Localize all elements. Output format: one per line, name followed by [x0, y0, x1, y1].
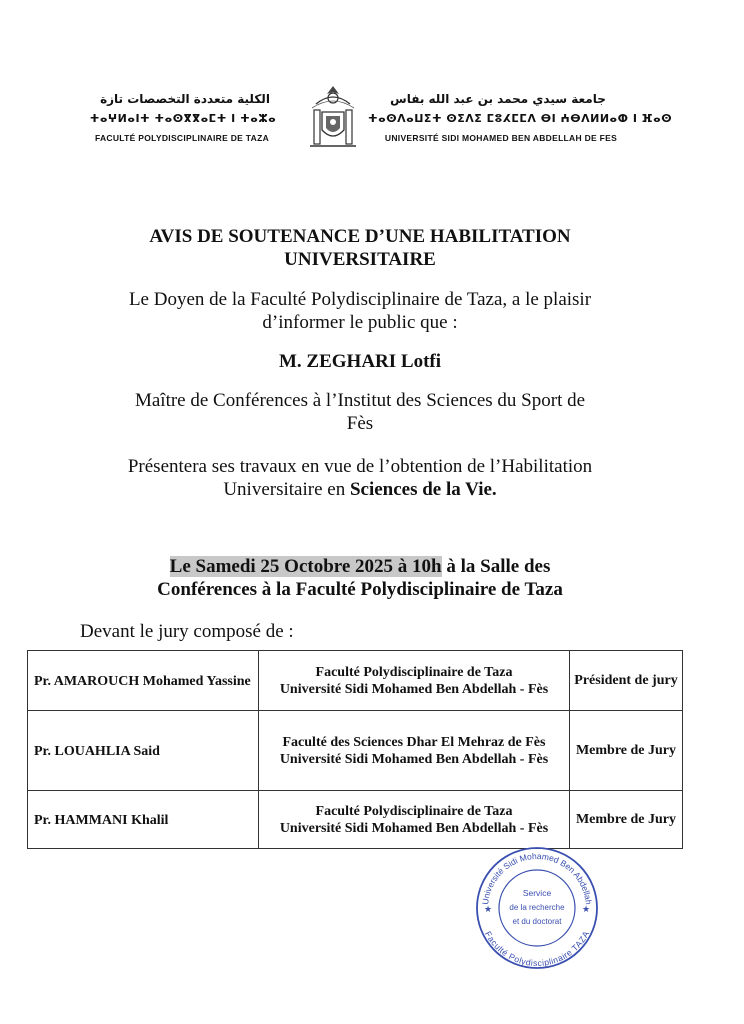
presentation-line2-prefix: Universitaire en: [223, 479, 350, 500]
star-icon: ★: [582, 904, 591, 914]
jury-member-role: Membre de Jury: [570, 711, 683, 791]
affiliation-line2: Université Sidi Mohamed Ben Abdellah - Fès: [279, 820, 549, 836]
university-french-name: UNIVERSITÉ SIDI MOHAMED BEN ABDELLAH DE FES: [384, 133, 618, 143]
jury-member-role: Président de jury: [570, 651, 683, 711]
date-rest: à la Salle des: [441, 556, 551, 577]
table-row: [28, 711, 683, 791]
jury-member-name: Pr. AMAROUCH Mohamed Yassine: [28, 651, 259, 711]
university-emblem: [306, 82, 360, 150]
jury-table: [27, 650, 683, 849]
affiliation-line1: Faculté Polydisciplinaire de Taza: [315, 803, 513, 819]
stamp-inner-line3: et du doctorat: [512, 917, 562, 926]
affiliation-line1: Faculté des Sciences Dhar El Mehraz de Fès: [282, 734, 546, 750]
candidate-position: [40, 389, 680, 435]
table-row: [28, 651, 683, 711]
presentation-paragraph: [40, 455, 680, 501]
candidate-name: M. ZEGHARI Lotfi: [278, 351, 442, 372]
jury-member-name: Pr. LOUAHLIA Said: [28, 711, 259, 791]
official-stamp: [474, 845, 600, 971]
intro-line2: d’informer le public que :: [262, 312, 458, 333]
jury-member-affiliation: [259, 651, 570, 711]
intro-line1: Le Doyen de la Faculté Polydisciplinaire de Taza, a le plaisir: [128, 289, 592, 310]
svg-text:Faculté Polydisciplinaire TAZA: [483, 929, 591, 968]
jury-member-affiliation: [259, 711, 570, 791]
presentation-line2: [40, 478, 680, 501]
star-icon: ★: [484, 904, 493, 914]
faculty-arabic-name: الكلية متعددة التخصصات تازة: [100, 92, 270, 106]
position-line2: Fès: [346, 413, 374, 434]
jury-member-role: Membre de Jury: [570, 791, 683, 849]
table-row: [28, 791, 683, 849]
stamp-outer-top: Université Sidi Mohamed Ben Abdellah: [480, 850, 594, 906]
jury-member-affiliation: [259, 791, 570, 849]
faculty-french-name: FACULTÉ POLYDISCIPLINAIRE DE TAZA: [94, 133, 270, 143]
notice-title: [40, 225, 680, 271]
faculty-tifinagh-name: ⵜⴰⵖⵍⴰⵏⵜ ⵜⴰⵙⴳⴳⴰⵎⵜ ⵏ ⵜⴰⵣⴰ: [89, 112, 277, 125]
university-tifinagh-name: ⵜⴰⵙⴷⴰⵡⵉⵜ ⵙⵉⴷⵉ ⵎⵓⵃⵎⵎⴷ ⴱⵏ ⵄⴱⴷⵍⵍⴰⵀ ⵏ ⴼⴰⵙ: [368, 112, 673, 125]
position-line1: Maître de Conférences à l’Institut des Sciences du Sport de: [134, 390, 586, 411]
jury-member-name: Pr. HAMMANI Khalil: [28, 791, 259, 849]
intro-paragraph: [40, 288, 680, 334]
date-highlight: Le Samedi 25 Octobre 2025 à 10h: [169, 556, 442, 577]
jury-intro: Devant le jury composé de :: [80, 621, 294, 642]
affiliation-line2: Université Sidi Mohamed Ben Abdellah - Fès: [279, 751, 549, 767]
affiliation-line1: Faculté Polydisciplinaire de Taza: [315, 664, 513, 680]
field-of-study: Sciences de la Vie.: [349, 479, 497, 500]
presentation-line1: Présentera ses travaux en vue de l’obtention de l’Habilitation: [127, 456, 593, 477]
notice-title-line2: UNIVERSITAIRE: [284, 249, 436, 270]
university-arabic-name: جامعة سيدي محمد بن عبد الله بفاس: [390, 92, 606, 106]
notice-title-line1: AVIS DE SOUTENANCE D’UNE HABILITATION: [149, 226, 571, 247]
date-location: [40, 555, 680, 601]
stamp-inner-line2: de la recherche: [509, 903, 565, 912]
date-line2: Conférences à la Faculté Polydisciplinaire de Taza: [157, 579, 563, 600]
stamp-outer-bottom: Faculté Polydisciplinaire TAZA: [482, 929, 592, 969]
date-line1: [40, 555, 680, 578]
stamp-inner-line1: Service: [522, 888, 552, 898]
affiliation-line2: Université Sidi Mohamed Ben Abdellah - Fès: [279, 681, 549, 697]
